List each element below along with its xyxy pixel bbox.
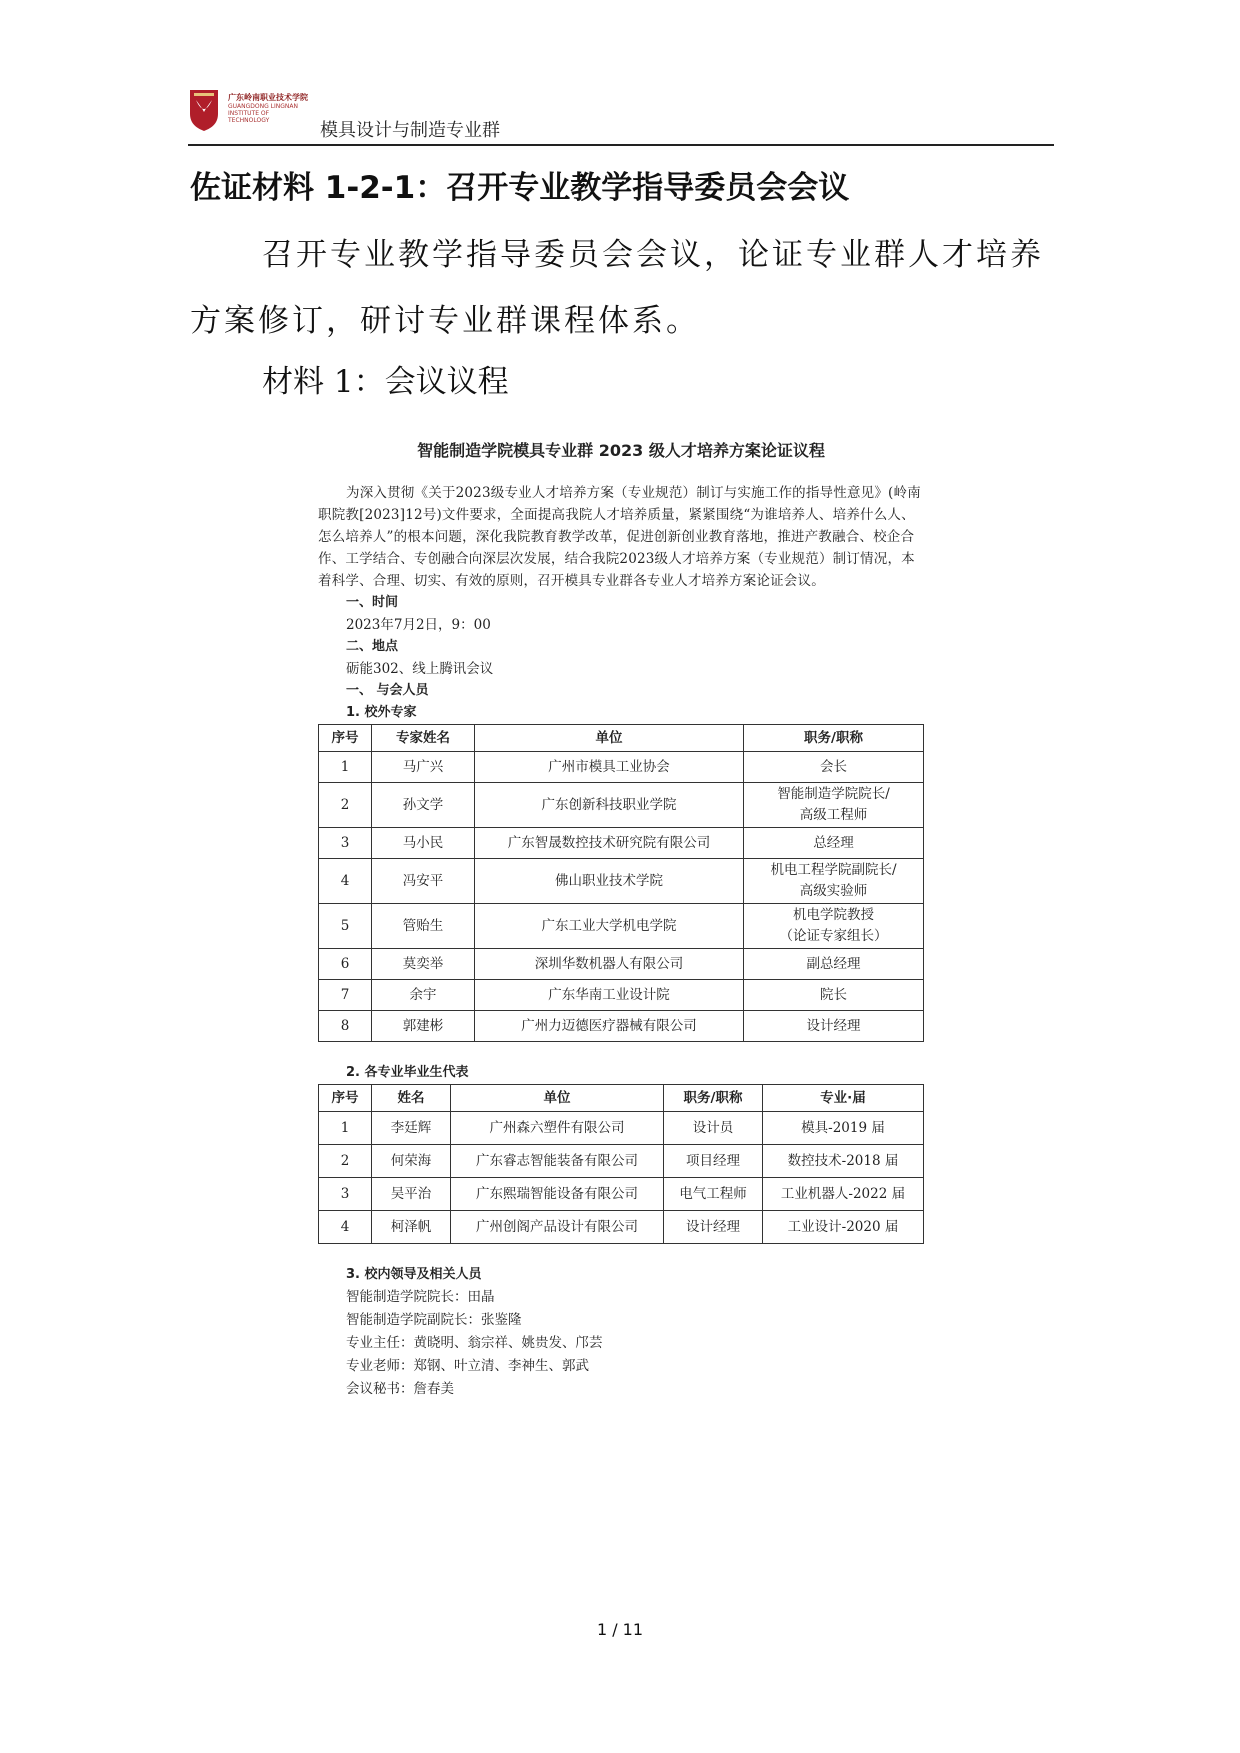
table-cell: 广州力迈德医疗器械有限公司 (475, 1011, 744, 1042)
table-cell: 工业机器人-2022 届 (763, 1178, 924, 1211)
table-header: 职务/职称 (664, 1085, 763, 1112)
table-row (319, 752, 924, 783)
table-cell: 冯安平 (372, 859, 475, 904)
table-cell: 马广兴 (372, 752, 475, 783)
table-cell: 设计员 (664, 1112, 763, 1145)
table-cell: 广东工业大学机电学院 (475, 904, 744, 949)
group-name: 模具设计与制造专业群 (320, 120, 500, 141)
table-row (319, 980, 924, 1011)
table-cell: 副总经理 (744, 949, 924, 980)
table-header: 单位 (451, 1085, 664, 1112)
table-cell: 电气工程师 (664, 1178, 763, 1211)
experts-table (318, 724, 924, 1042)
table-cell: 数控技术-2018 届 (763, 1145, 924, 1178)
school-name: 广东岭南职业技术学院 GUANGDONG LINGNAN INSTITUTE OF TECHNOLOGY (228, 93, 308, 124)
page-number: 1 / 11 (596, 1620, 644, 1639)
table-row (319, 828, 924, 859)
table-cell: 广东智晟数控技术研究院有限公司 (475, 828, 744, 859)
table-cell: 3 (319, 1178, 372, 1211)
list-item: 智能制造学院院长：田晶 (346, 1289, 495, 1305)
table-cell: 项目经理 (664, 1145, 763, 1178)
sub-graduate-reps: 2. 各专业毕业生代表 (346, 1065, 469, 1080)
school-logo-icon (188, 88, 220, 132)
agenda-document (318, 440, 924, 1401)
table-header: 专家姓名 (372, 725, 475, 752)
table-row (319, 1145, 924, 1178)
table-cell: 广东创新科技职业学院 (475, 783, 744, 828)
table-cell: 7 (319, 980, 372, 1011)
table-cell: 机电工程学院副院长/ 高级实验师 (744, 859, 924, 904)
table-cell: 广东华南工业设计院 (475, 980, 744, 1011)
table-cell: 马小民 (372, 828, 475, 859)
table-row (319, 949, 924, 980)
table-cell: 5 (319, 904, 372, 949)
table-cell: 广州森六塑件有限公司 (451, 1112, 664, 1145)
table-cell: 设计经理 (744, 1011, 924, 1042)
table-row (319, 1112, 924, 1145)
table-cell: 深圳华数机器人有限公司 (475, 949, 744, 980)
table-row (319, 1178, 924, 1211)
intro-paragraph: 召开专业教学指导委员会会议，论证专业群人才培养方案修订，研讨专业群课程体系。 (190, 237, 1044, 339)
table-row (319, 1211, 924, 1244)
graduates-table (318, 1084, 924, 1244)
table-cell: 智能制造学院院长/ 高级工程师 (744, 783, 924, 828)
section-place-heading: 二、地点 (346, 639, 399, 654)
table-cell: 模具-2019 届 (763, 1112, 924, 1145)
table-header: 专业·届 (763, 1085, 924, 1112)
list-item: 智能制造学院副院长：张鉴隆 (346, 1312, 522, 1328)
table-cell: 广州创阁产品设计有限公司 (451, 1211, 664, 1244)
table-row (319, 859, 924, 904)
page-title: 佐证材料 1-2-1：召开专业教学指导委员会会议 (190, 170, 850, 206)
table-row (319, 1011, 924, 1042)
list-item: 专业主任：黄晓明、翁宗祥、姚贵发、邝芸 (346, 1335, 603, 1351)
table-row (319, 904, 924, 949)
table-cell: 何荣海 (372, 1145, 451, 1178)
page-header (188, 88, 1054, 146)
table-cell: 余宇 (372, 980, 475, 1011)
table-cell: 广东熙瑞智能设备有限公司 (451, 1178, 664, 1211)
section-time-heading: 一、时间 (346, 595, 399, 610)
table-cell: 佛山职业技术学院 (475, 859, 744, 904)
table-cell: 广东睿志智能装备有限公司 (451, 1145, 664, 1178)
table-cell: 会长 (744, 752, 924, 783)
sub-internal-staff: 3. 校内领导及相关人员 (346, 1267, 482, 1282)
table-cell: 郭建彬 (372, 1011, 475, 1042)
meeting-place: 砺能302、线上腾讯会议 (346, 661, 494, 677)
table-cell: 李廷辉 (372, 1112, 451, 1145)
table-header: 姓名 (372, 1085, 451, 1112)
table-cell: 2 (319, 1145, 372, 1178)
table-cell: 总经理 (744, 828, 924, 859)
table-cell: 柯泽帆 (372, 1211, 451, 1244)
table-header: 单位 (475, 725, 744, 752)
table-cell: 8 (319, 1011, 372, 1042)
internal-people-list (346, 1286, 924, 1401)
table-cell: 4 (319, 1211, 372, 1244)
table-cell: 吴平治 (372, 1178, 451, 1211)
table-header: 职务/职称 (744, 725, 924, 752)
table-cell: 机电学院教授 （论证专家组长） (744, 904, 924, 949)
table-header: 序号 (319, 725, 372, 752)
table-cell: 孙文学 (372, 783, 475, 828)
table-cell: 设计经理 (664, 1211, 763, 1244)
section-people-heading: 一、 与会人员 (346, 683, 429, 698)
list-item: 专业老师：郑钢、叶立清、李神生、郭武 (346, 1358, 589, 1374)
table-cell: 工业设计-2020 届 (763, 1211, 924, 1244)
table-cell: 莫奕举 (372, 949, 475, 980)
table-cell: 1 (319, 1112, 372, 1145)
meeting-time: 2023年7月2日，9：00 (346, 617, 491, 633)
table-cell: 4 (319, 859, 372, 904)
agenda-paragraph: 为深入贯彻《关于2023级专业人才培养方案（专业规范）制订与实施工作的指导性意见》(岭南职院教[2023]12号)文件要求，全面提高我院人才培养质量，紧紧围绕“为谁培养人、培养什么人、怎么培养人”的根本问题，深化我院教育教学改革，促进创新创业教育落地，推进产教融合、校企合作、工学结合、专创融合向深层次发展，结合我院2023级人才培养方案（专业规范）制订情况，本着科学、合理、切实、有效的原则，召开模具专业群各专业人才培养方案论证会议。 (318, 485, 921, 589)
list-item: 会议秘书：詹春美 (346, 1381, 454, 1397)
agenda-title: 智能制造学院模具专业群 2023 级人才培养方案论证议程 (417, 441, 825, 460)
table-cell: 2 (319, 783, 372, 828)
material-label: 材料 1：会议议程 (262, 364, 509, 400)
table-row (319, 783, 924, 828)
table-cell: 管贻生 (372, 904, 475, 949)
sub-external-experts: 1. 校外专家 (346, 705, 417, 720)
table-cell: 1 (319, 752, 372, 783)
table-cell: 院长 (744, 980, 924, 1011)
table-header: 序号 (319, 1085, 372, 1112)
table-cell: 3 (319, 828, 372, 859)
table-cell: 广州市模具工业协会 (475, 752, 744, 783)
table-cell: 6 (319, 949, 372, 980)
